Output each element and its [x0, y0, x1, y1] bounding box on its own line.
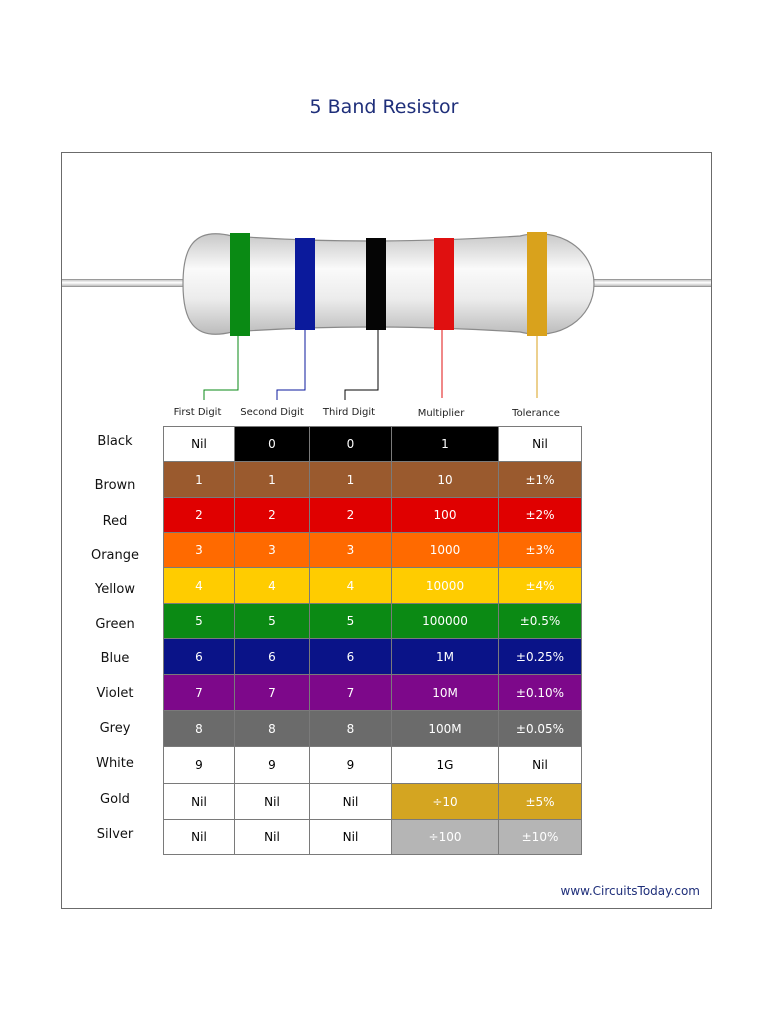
table-cell: 10 — [392, 462, 499, 498]
table-cell: 10M — [392, 675, 499, 711]
table-cell: 1 — [392, 427, 499, 462]
band-first-digit — [230, 233, 250, 336]
table-row — [164, 533, 582, 568]
table-cell: 7 — [235, 675, 310, 711]
table-cell: 4 — [164, 568, 235, 604]
column-header-multiplier: Multiplier — [417, 408, 465, 419]
leader-line-first-digit — [204, 336, 238, 400]
color-code-table — [163, 426, 582, 855]
table-cell: ±0.05% — [499, 711, 582, 747]
table-row — [164, 747, 582, 784]
row-label: Gold — [100, 792, 130, 807]
table-cell: Nil — [499, 747, 582, 784]
row-label: Blue — [100, 651, 130, 666]
table-cell: 2 — [164, 498, 235, 533]
table-cell: ±5% — [499, 784, 582, 820]
table-cell: 1 — [235, 462, 310, 498]
table-cell: 6 — [164, 639, 235, 675]
table-cell: 9 — [164, 747, 235, 784]
table-cell: 2 — [310, 498, 392, 533]
table-row — [164, 427, 582, 462]
table-row — [164, 711, 582, 747]
leader-line-third-digit — [345, 330, 378, 400]
table-cell: 100M — [392, 711, 499, 747]
table-cell: 100 — [392, 498, 499, 533]
row-label: Brown — [94, 478, 136, 493]
table-row — [164, 675, 582, 711]
table-cell: 1 — [310, 462, 392, 498]
table-cell: ±1% — [499, 462, 582, 498]
page-title: 5 Band Resistor — [309, 96, 459, 118]
table-row — [164, 568, 582, 604]
table-cell: 10000 — [392, 568, 499, 604]
table-cell: 1M — [392, 639, 499, 675]
table-cell: Nil — [164, 427, 235, 462]
table-cell: 3 — [235, 533, 310, 568]
table-row — [164, 498, 582, 533]
row-label: Silver — [96, 827, 134, 842]
row-label: Green — [95, 617, 135, 632]
row-label: Grey — [99, 721, 131, 736]
table-cell: ÷10 — [392, 784, 499, 820]
table-cell: 5 — [164, 604, 235, 639]
table-row — [164, 639, 582, 675]
table-cell: 4 — [235, 568, 310, 604]
table-cell: 1G — [392, 747, 499, 784]
table-cell: 8 — [164, 711, 235, 747]
table-cell: Nil — [310, 820, 392, 855]
table-cell: 1000 — [392, 533, 499, 568]
column-header-second-digit: Second Digit — [240, 407, 304, 418]
table-row — [164, 820, 582, 855]
table-cell: 5 — [235, 604, 310, 639]
resistor-illustration — [0, 0, 768, 420]
table-cell: 7 — [164, 675, 235, 711]
table-cell: ±0.5% — [499, 604, 582, 639]
column-header-third-digit: Third Digit — [322, 407, 376, 418]
table-cell: 6 — [310, 639, 392, 675]
table-row — [164, 462, 582, 498]
band-multiplier — [434, 238, 454, 330]
table-cell: 1 — [164, 462, 235, 498]
table-row — [164, 784, 582, 820]
table-cell: 7 — [310, 675, 392, 711]
leader-line-second-digit — [277, 330, 305, 400]
table-cell: 8 — [235, 711, 310, 747]
table-cell: Nil — [235, 784, 310, 820]
table-cell: ±0.25% — [499, 639, 582, 675]
table-cell: 9 — [235, 747, 310, 784]
table-cell: ±10% — [499, 820, 582, 855]
band-tolerance — [527, 232, 547, 336]
column-header-first-digit: First Digit — [173, 407, 222, 418]
table-cell: 3 — [310, 533, 392, 568]
table-cell: ±4% — [499, 568, 582, 604]
row-label: Black — [97, 434, 133, 449]
row-label: White — [96, 756, 134, 771]
column-header-tolerance: Tolerance — [512, 408, 560, 419]
table-cell: 8 — [310, 711, 392, 747]
band-second-digit — [295, 238, 315, 330]
table-cell: 4 — [310, 568, 392, 604]
table-cell: 0 — [310, 427, 392, 462]
footer-website[interactable]: www.CircuitsToday.com — [560, 884, 700, 898]
table-cell: 0 — [235, 427, 310, 462]
table-cell: Nil — [235, 820, 310, 855]
table-cell: ÷100 — [392, 820, 499, 855]
table-cell: 6 — [235, 639, 310, 675]
band-third-digit — [366, 238, 386, 330]
row-label: Red — [102, 514, 128, 529]
table-cell: 2 — [235, 498, 310, 533]
table-cell: 3 — [164, 533, 235, 568]
table-cell: ±3% — [499, 533, 582, 568]
table-cell: 100000 — [392, 604, 499, 639]
row-label: Violet — [96, 686, 134, 701]
table-cell: Nil — [310, 784, 392, 820]
table-cell: Nil — [499, 427, 582, 462]
row-label: Yellow — [94, 582, 136, 597]
table-cell: Nil — [164, 820, 235, 855]
table-cell: 9 — [310, 747, 392, 784]
table-row — [164, 604, 582, 639]
table-cell: ±2% — [499, 498, 582, 533]
row-label: Orange — [90, 548, 140, 563]
table-cell: 5 — [310, 604, 392, 639]
table-cell: ±0.10% — [499, 675, 582, 711]
table-cell: Nil — [164, 784, 235, 820]
